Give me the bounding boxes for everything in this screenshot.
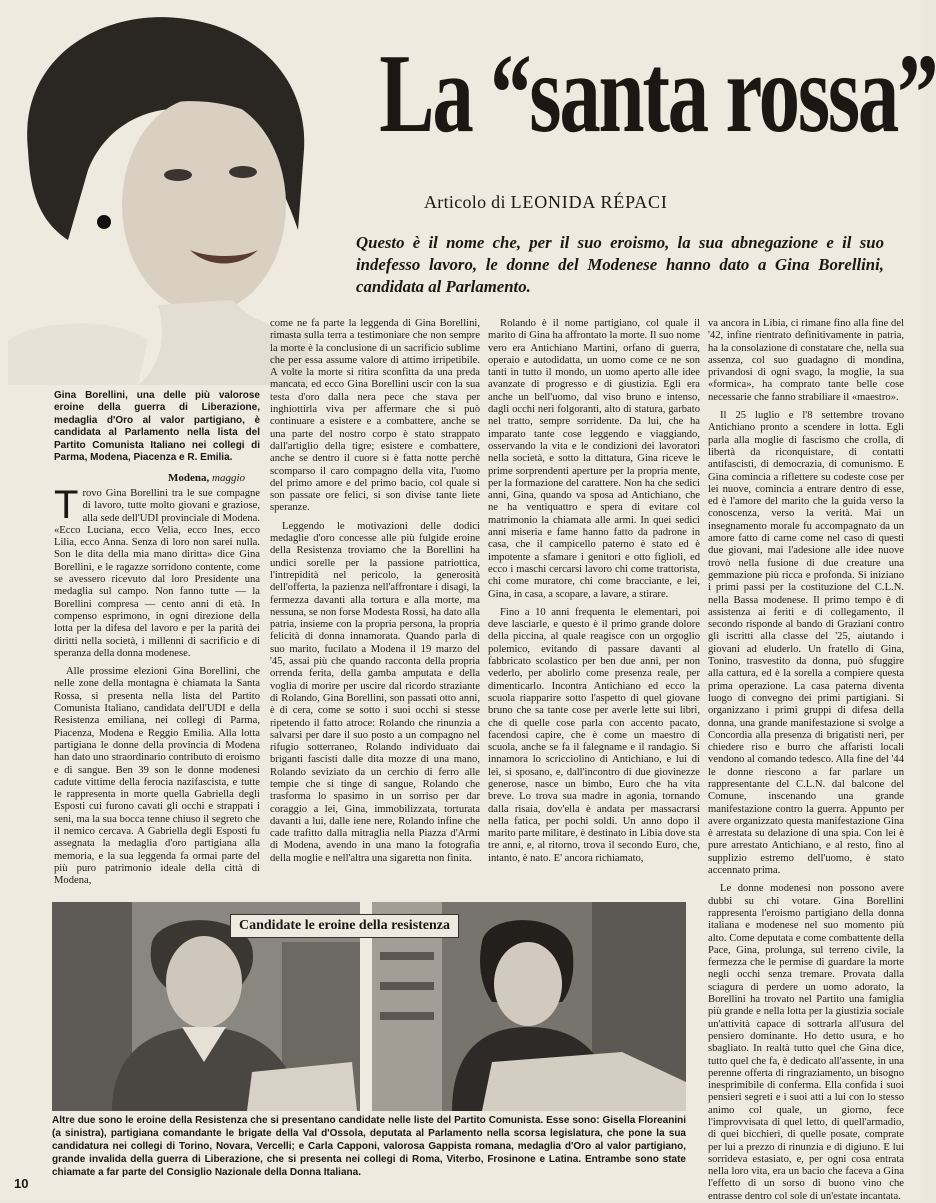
portrait-caption: Gina Borellini, una delle più valorose eroine della guerra di Liberazione, medaglia d'Oro al valor partigiano, è candidata al Parlamento nella lista del Partito Comunista Italiano nei collegi di Parma, Modena, Piacenza e R. Emilia. — [54, 390, 260, 464]
article-lead: Questo è il nome che, per il suo eroismo, la sua abnegazione e il suo indefesso lavoro, le donne del Modenese hanno dato a Gina Borellini, candidata al Parlamento. — [356, 233, 884, 296]
paragraph: Le donne modenesi non possono avere dubbi su chi votare. Gina Borellini rappresenta l'eroismo partigiano della donna italiana e modenese nel suo momento più alto. Come deputata e come combattente della Pace, Gina, prolunga, sul terreno civile, la fermezza che le permise di guardare la morte negli occhi senza tremare. Provata dalla sciagura di perdere un uomo adorato, la Borellini ha trovato nel Partito una famiglia più grande e nella lotta per la giustizia sociale un'attività capace di sottrarla all'usura del pensiero dominante. Ho detto usura, e ho sbagliato. In realtà tutto quel che Gina dice, tutto quel che fa, è dedicato all'assente, in una perenne offerta di ringraziamento, un bisogno inesprimibile di conferma. Ella confida i suoi pensieri segreti e i suoi atti a lui con lo stesso animo col quale, un giorno, fece l'improvvisata di quel letto, di quell'armadio, di quei bicchieri, di quelle posate, comprate per lui a prezzo di rinunzia e di digiuno. E lui sorrideva estasiato, e, per ogni cosa entrata nella loro vita, era un bacio che faceva a Gina l'effetto di un sorso di buono vino che entrasse dentro col sole di un'estate incantata. — [708, 883, 904, 1202]
dateline-place: Modena, — [168, 472, 210, 484]
photo-caption: Altre due sono le eroine della Resistenza che si presentano candidate nelle liste del Partito Comunista. Esse sono: Gisella Floreanini (a sinistra), partigiana comandante le brigate della Val d'Ossola, deputata al Parlamento nella scorsa legislatura, che pone la sua candidatura nei collegi di Torino, Novara, Vercelli; e Carla Capponi, valorosa Gappista romana, medaglia d'Oro al valor partigiano, grande invalida della guerra di Liberazione, che si presenta nei collegi di Roma, Viterbo, Frosinone e Latina. Entrambe sono state chiamate a far parte del Consiglio Nazionale della Donna Italiana. — [52, 1115, 686, 1178]
dateline-month: maggio — [212, 472, 245, 484]
paragraph: come ne fa parte la leggenda di Gina Borellini, rimasta sulla terra a testimoniare che non sempre la morte è la conclusione di un sacrificio sublime che per essa assume valore di attimo irripetibile. A volte la morte si ritira sconfitta da una preda mancata, ed ecco Gina Borellini uscir con la sua testa d'oro dalla nera pece che stava per inghiottirla viva per affermare che si può continuare a esistere e a combattere, anche se una parte del nostro corpo è stato strappato dall'artiglio della tigre; esistere e combattere, anche se dentro il cuore si è fatta notte perchè scomparso il caro compagno della vita, l'uomo del primo amore e del primo bacio, col quale si son passate ore felici, si son divise tante liete speranze. — [270, 318, 480, 514]
drop-cap: T — [54, 483, 79, 527]
article-column-2 — [270, 318, 480, 896]
portrait-image — [8, 0, 308, 385]
paragraph: rovo Gina Borellini tra le sue compagne di lavoro, tutte molto giovani e graziose, alla sede dell'UDI provinciale di Modena. «Ecco Luciana, ecco Velia, ecco Ines, ecco Lilia, ecco Anna. Senza di loro non sarei nulla. Son le dita della mia mano diritta» dice Gina Borellini, e le ragazze sorridono contente, come se avessero ricevuto dal loro Presidente una medaglia sul campo. Non fanno tutte — la Borellini compresa — cento anni di età. In compenso esprimono, in ogni direzione della lotta per la difesa del lavoro e per la parità dei diritti nella società, i millenni di sacrificio e di speranza della donna modenese. — [54, 488, 260, 659]
paragraph: Il 25 luglio e l'8 settembre trovano Antichiano pronto a scendere in lotta. Egli parla alla moglie di fascismo che crolla, di libertà da riconquistare, di contatti antifascisti, di democrazia, di comunismo. E Gina comincia a riflettere su codeste cose per lei nuove, comincia a entrare dentro di esse, ed è l'amore del marito che la guida verso la conoscenza, verso la verità. Mai un insegnamento morale fu accompagnato da un amore fatto di carne come nel caso di questi due giovani, mai l'adesione alle idee nuove trovò nella fusione di due creature una gemmazione più ricca e profonda. Si iniziano i primi passi per la costituzione del C.L.N. nella Bassa modenese. Il primo tempo è di assistenza ai feriti e di collegamento, il secondo risponde al bando di Graziani contro gli iscritti alla classe del '25, aiutando i giovani ad eluderlo. Un fratello di Gina, Tonino, trasvestito da donna, può sfuggire alla cattura, ed è la sorella a compiere questa prima operazione. La casa paterna diventa luogo di convegno dei primi partigiani. Si organizzano i primi gruppi di difesa della donna, una grande manifestazione si svolge a Concordia alla presenza di brigatisti neri, per chiedere riso e burro che affaristi locali vendono al comando tedesco. Alla fine del '44 le donne riescono a far parlare un rappresentante del C.L.N. dal balcone del Comune, inscenando una grande manifestazione contro la guerra. Appunto per avere organizzato questa manifestazione Gina è arrestata su delazione di una spia. Con lei è pure arrestato Antichiano, e al resto, fino al supplizio estremo dell'uomo, è stato accennato prima. — [708, 410, 904, 877]
photo-strip-label: Candidate le eroine della resistenza — [230, 914, 459, 938]
paragraph: Alle prossime elezioni Gina Borellini, che nelle zone della montagna è chiamata la Santa Rossa, si presenta nella lista del Partito Comunista Italiano, candidata dell'UDI e della Resistenza emiliana, nei collegi di Parma, Piacenza, Modena e Reggio Emilia. Alla lotta partigiana le donne della provincia di Modena han dato uno straordinario contributo di eroismo e di sangue. Ben 39 son le donne modenesi cadute vittime della ferocia nazifascista, e tutte le rappresenta in morte quella Gabriella degli Esposti cui furono cavati gli occhi e strappati i seni, ma la sua bocca tenne chiuso il segreto che il nemico cercava. A Gabriella degli Esposti fu assegnata la medaglia d'oro partigiana alla memoria, e la sua leggenda fa ormai parte del più puro patrimonio ideale della città di Modena, — [54, 666, 260, 887]
dateline — [168, 472, 260, 484]
article-column-4 — [708, 318, 904, 1202]
photo-strip — [52, 902, 686, 1111]
paragraph: Leggendo le motivazioni delle dodici medaglie d'oro concesse alle più fulgide eroine della Resistenza troviamo che la Borellini ha undici sorelle per la passione patriottica, l'intrepidità nel pericolo, la generosità dell'offerta, la pazienza nell'affrontare i disagi, la fermezza davanti alla tortura e alla morte, ma nessuna, se non forse Modesta Rossi, ha dato alla patria, insieme con la propria persona, la propria felicità di donna innamorata. Quando parla di suo marito, fucilato a Modena il 19 marzo del '45, assai più che quando racconta della propria orrenda ferita, della gamba amputata e della voglia di morire per uscire dal ricordo straziante di Rolando, Gina Borellini, son passati otto anni, è di cera, come se sotto i suoi occhi si stesse ripetendo il fatto atroce: Rolando che rinunzia a salvarsi per dare il suo posto a un compagno nel rifugio sotterraneo, Rolando individuato dai briganti fascisti dalle dita mozze di una mano, Rolando seviziato da un cerchio di ferro alle tempie che si tinge di sangue, Rolando che trasforma lo spasimo in un sorriso per dar coraggio a lei, Gina, immobilizzata, torturata davanti a lui, dalle iene nere, Rolando infine che cade trafitto dalla mitraglia nella Piazza d'Armi di Modena, avendo in una mano la fotografia della moglie e nell'altra una sigaretta non finita. — [270, 520, 480, 864]
byline-prefix: Articolo di — [424, 192, 506, 212]
paragraph: Rolando è il nome partigiano, col quale il marito di Gina ha affrontato la morte. Il suo nome vero era Antichiano Martini, orfano di guerra, operaio e autodidatta, un uomo come ce ne son tanti in tutto il mondo, un uomo aperto alle idee avanzate di progresso e di giustizia. Egli era anche un bell'uomo, dal viso bruno e intenso, dagli occhi neri folgoranti, alto di statura, garbato nel tratto, sempre sorridente. Da lui, che ha imparato tante cose leggendo e viaggiando, osservando la vita e le condizioni dei lavoratori nella società, e sotto la dittatura, Gina riceve le prime sorprendenti aperture per la propria mente, per la formazione del carattere. Non ha che sedici anni, Gina, quando va sposa ad Antichiano, che ne ha ventiquattro e spera di evitare col matrimonio la chiamata alle armi. In quei sedici anni miseria e fame hanno fatto da padrone in casa, che il campicello paterno è stato ed è impotente a sfamare i genitori e otto figlioli, ed ecco i maschi cercarsi lavoro chi come trattorista, chi come muratore, chi come bracciante, e lei, Gina, in casa, a scopare, a lavare, a stirare. — [488, 318, 700, 600]
byline-author: LEONIDA RÉPACI — [510, 192, 668, 212]
article-headline: La “santa rossa” — [379, 32, 936, 156]
article-column-1 — [54, 483, 260, 896]
article-byline — [424, 192, 784, 213]
portrait-photo-gina-borellini — [8, 0, 308, 385]
paragraph: Fino a 10 anni frequenta le elementari, poi deve lasciarle, e questo è il primo grande dolore della piccina, al quale reagisce con un orgoglio polemico, evitando di passare davanti al fabbricato scolastico per ben due anni, per non vederlo, per abolirlo come presenza reale, per dimenticarlo. Incontra Antichiano ed ecco la scuola riapparire sotto l'aspetto di quel giovane bruno che sa tante cose per averle lette sui libri, che di quelle cose parla con accento pacato, facendosi capire, che è come un maestro di scuola, anche se fa il falegname e il randagio. Si innamora lo scricciolino di Antichiano, e lui di lei, si sposano, e, dall'incontro di due giovinezze generose, nasce un bimbo, Euro che ha vita breve. Lo trova sua madre in agonia, tornando dalla risaia, dov'ella è andata per massacrarsi nella fatica, per pochi soldi. Un anno dopo il marito parte militare, è destinato in Libia dove sta tre anni, e, al ritorno, trova il secondo Euro, che, intanto, è nato. E' ancora richiamato, — [488, 606, 700, 864]
paragraph: va ancora in Libia, ci rimane fino alla fine del '42, infine rientrato definitivamente in patria, ha la consolazione di constatare che, nella sua assenza, col suo guadagno di mondina, privandosi di ogni svago, la moglie, la sua «formica», ha comprato tante belle cose necessarie che fanno strabiliare il «maestro». — [708, 318, 904, 403]
page-number: 10 — [14, 1176, 29, 1191]
article-column-3 — [488, 318, 700, 896]
